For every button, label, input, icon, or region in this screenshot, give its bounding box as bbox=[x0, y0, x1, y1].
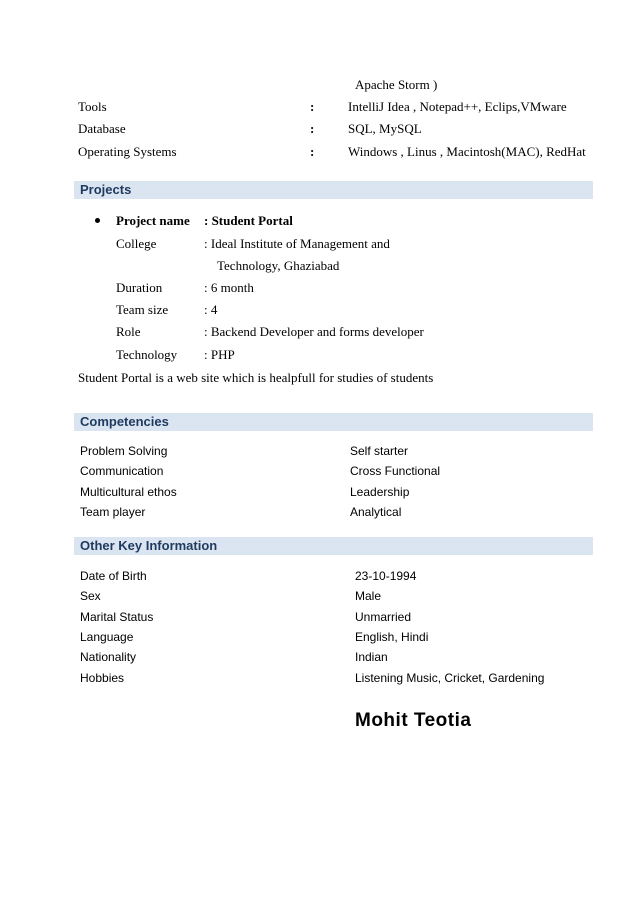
competency-item: Analytical bbox=[350, 505, 402, 519]
competency-item: Team player bbox=[80, 505, 146, 519]
project-value-role: : Backend Developer and forms developer bbox=[204, 324, 424, 339]
info-value-dob: 23-10-1994 bbox=[355, 569, 417, 583]
competency-item: Leadership bbox=[350, 485, 410, 499]
info-value-hobbies: Listening Music, Cricket, Gardening bbox=[355, 671, 545, 685]
info-value-language: English, Hindi bbox=[355, 630, 429, 644]
info-label-sex: Sex bbox=[80, 589, 101, 603]
project-label-role: Role bbox=[116, 324, 141, 339]
info-label-nationality: Nationality bbox=[80, 650, 137, 664]
project-value-team-size: : 4 bbox=[204, 302, 218, 317]
project-label-technology: Technology bbox=[116, 347, 178, 362]
competencies-header: Competencies bbox=[74, 413, 593, 431]
projects-header: Projects bbox=[74, 181, 593, 199]
project-value-college: : Ideal Institute of Management and bbox=[204, 236, 390, 251]
project-name-value: : Student Portal bbox=[204, 213, 293, 228]
competency-item: Multicultural ethos bbox=[80, 485, 177, 499]
project-value-college-cont: Technology, Ghaziabad bbox=[217, 258, 340, 273]
info-label-language: Language bbox=[80, 630, 134, 644]
project-value-technology: : PHP bbox=[204, 347, 235, 362]
competency-item: Cross Functional bbox=[350, 464, 441, 478]
project-label-college: College bbox=[116, 236, 157, 251]
project-label-team-size: Team size bbox=[116, 302, 169, 317]
skill-value-database: SQL, MySQL bbox=[348, 121, 422, 136]
skill-label-database: Database bbox=[78, 121, 126, 136]
project-label-duration: Duration bbox=[116, 280, 163, 295]
other-info-header: Other Key Information bbox=[74, 537, 593, 555]
skill-label-os: Operating Systems bbox=[78, 144, 177, 159]
competency-item: Problem Solving bbox=[80, 444, 168, 458]
info-value-sex: Male bbox=[355, 589, 382, 603]
info-label-marital: Marital Status bbox=[80, 610, 154, 624]
skills-continued-value: Apache Storm ) bbox=[355, 77, 438, 92]
info-value-nationality: Indian bbox=[355, 650, 388, 664]
skill-separator: : bbox=[310, 121, 315, 136]
project-name-label: Project name bbox=[116, 213, 190, 228]
skill-value-tools: IntelliJ Idea , Notepad++, Eclips,VMware bbox=[348, 99, 567, 114]
skill-label-tools: Tools bbox=[78, 99, 107, 114]
project-description: Student Portal is a web site which is healpfull for studies of students bbox=[78, 370, 434, 385]
skill-separator: : bbox=[310, 99, 315, 114]
info-label-dob: Date of Birth bbox=[80, 569, 147, 583]
skill-value-os: Windows , Linus , Macintosh(MAC), RedHat bbox=[348, 144, 586, 159]
info-value-marital: Unmarried bbox=[355, 610, 412, 624]
info-label-hobbies: Hobbies bbox=[80, 671, 125, 685]
project-value-duration: : 6 month bbox=[204, 280, 254, 295]
signature-name: Mohit Teotia bbox=[355, 710, 472, 731]
competency-item: Communication bbox=[80, 464, 164, 478]
skill-separator: : bbox=[310, 144, 315, 159]
competency-item: Self starter bbox=[350, 444, 409, 458]
bullet-icon bbox=[95, 218, 100, 223]
